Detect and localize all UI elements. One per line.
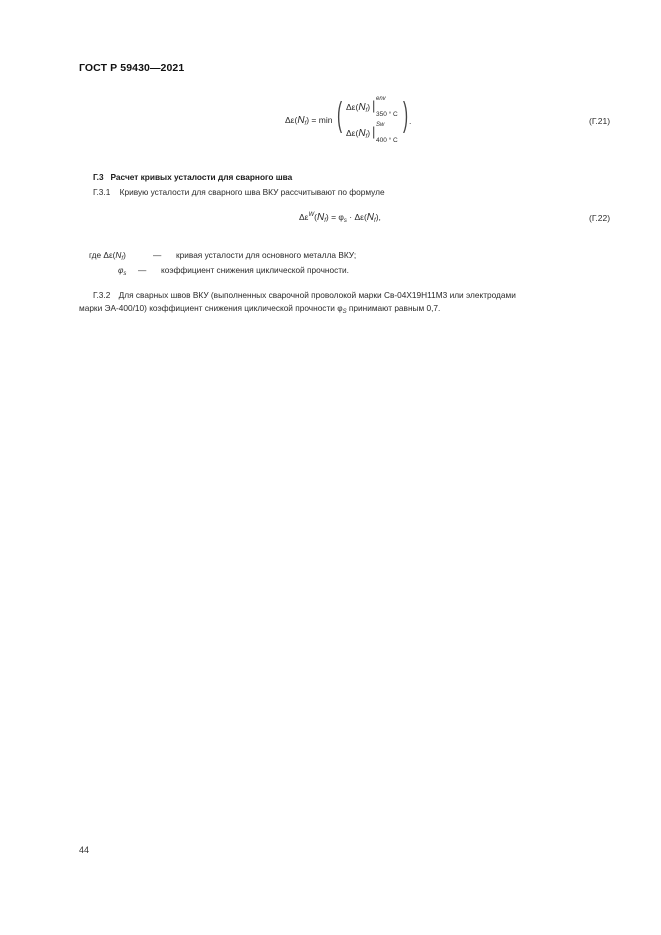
eq21-lhs-delta: Δε( (285, 115, 298, 125)
paragraph-g31 (93, 186, 385, 198)
eq22-lhs-n: N (316, 212, 325, 223)
page-number: 44 (79, 845, 90, 855)
eq21-right-paren: ) (403, 96, 409, 134)
where-row1-prefix: где Δε( (89, 250, 116, 260)
paragraph-g32-line1 (93, 289, 516, 301)
eq22-rhs-f: f (374, 218, 376, 224)
eq21-row1-f: f (365, 108, 368, 114)
eq21-row2-f: f (365, 134, 368, 140)
eq22-number: (Г.22) (589, 213, 611, 223)
eq21-row2-n: N (358, 128, 366, 139)
paragraph-g31-number: Г.3.1 (93, 187, 111, 197)
eq21-row2-bar: | (372, 124, 376, 139)
eq21-row1-bar: | (372, 98, 376, 113)
eq21-row2-sup: Sw (376, 122, 385, 128)
where-row1-symbol (89, 249, 126, 263)
document-id: ГОСТ Р 59430—2021 (79, 62, 185, 74)
where-row2-symbol (118, 264, 126, 278)
where-row2-phi-sub: s (123, 271, 127, 277)
where-row2-dash: — (138, 265, 147, 275)
where-row-2 (0, 264, 661, 278)
where-row2-text: коэффициент снижения циклической прочности. (161, 265, 349, 275)
eq22-lhs-open: ( (314, 212, 317, 222)
eq21-lhs-f: f (304, 121, 307, 127)
eq21-row1-sub: 350 ° C (376, 111, 398, 118)
eq21-number: (Г.21) (589, 116, 611, 126)
paragraph-g32-number: Г.3.2 (93, 290, 111, 300)
where-row1-n: N (115, 250, 122, 260)
eq21-row2-close: ) (367, 128, 371, 138)
eq21-row2-sub: 400 ° C (376, 137, 398, 144)
eq21-trailing: . (409, 116, 412, 126)
equation-g21 (0, 0, 661, 160)
eq22-lhs-sup: W (308, 212, 315, 218)
eq22-lhs-f: f (324, 218, 326, 224)
paragraph-g31-text: Кривую усталости для сварного шва ВКУ рассчитывают по формуле (119, 187, 385, 197)
eq21-row1-delta: Δε( (346, 102, 359, 112)
eq22-rhs-n: N (366, 212, 375, 223)
eq21-row1-close: ) (367, 102, 371, 112)
eq21-row1-sup: env (376, 96, 386, 102)
paragraph-g32-line2 (79, 302, 440, 316)
eq21-left-paren: ( (337, 96, 343, 134)
eq21-row1 (346, 102, 370, 113)
eq22-phi-sub: s (343, 218, 347, 224)
paragraph-g32-line2-b: принимают равным 0,7. (346, 303, 441, 313)
equation-g22 (299, 212, 381, 223)
eq22-lhs-close: ) = φ (325, 212, 344, 222)
where-row1-close: ) (123, 250, 126, 260)
eq21-lhs-close: ) = min (306, 115, 333, 125)
where-row1-text: кривая усталости для основного металла ВКУ; (176, 250, 357, 260)
section-heading: Г.3 Расчет кривых усталости для сварного шва (93, 172, 293, 182)
eq22-lhs: Δε (299, 212, 309, 222)
eq21-row2-delta: Δε( (346, 128, 359, 138)
where-row1-f: f (121, 256, 124, 262)
eq22-rhs: · Δε( (346, 212, 367, 222)
where-row-1 (0, 249, 661, 263)
eq21-lhs-n: N (297, 115, 305, 126)
eq22-rhs-close: ), (375, 212, 381, 222)
paragraph-g32-line1-text: Для сварных швов ВКУ (выполненных сварочной проволокой марки Св-04Х19Н11М3 или электродами (118, 290, 516, 300)
eq21-lhs (285, 115, 332, 126)
where-row2-phi: φ (118, 265, 124, 275)
paragraph-g32-line2-a: марки ЭА-400/10) коэффициент снижения циклической прочности φ (79, 303, 343, 313)
eq21-row1-n: N (358, 102, 366, 113)
paragraph-g32-line2-sub: S (342, 309, 347, 315)
eq21-row2 (346, 128, 370, 139)
where-row1-dash: — (153, 250, 162, 260)
